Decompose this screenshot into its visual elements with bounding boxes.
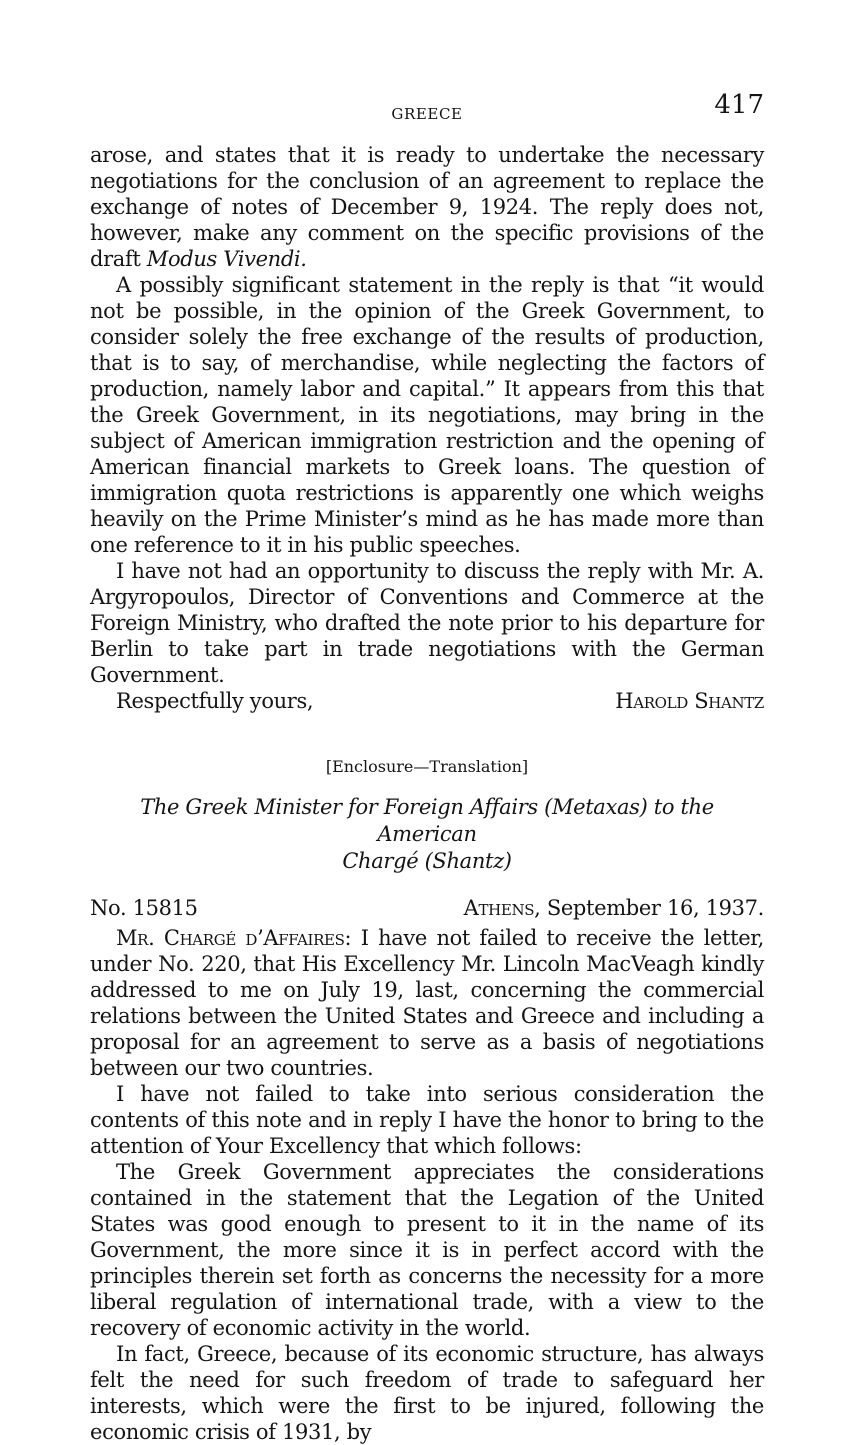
letter-closing bbox=[90, 688, 764, 714]
dateline bbox=[90, 895, 764, 921]
running-head-title: GREECE bbox=[391, 105, 463, 123]
document-heading-line: The Greek Minister for Foreign Affairs (Metaxas) to the American bbox=[140, 795, 714, 846]
document-number: No. 15815 bbox=[90, 896, 198, 920]
place-date bbox=[464, 895, 764, 921]
date: , September 16, 1937. bbox=[534, 896, 764, 920]
body-paragraph: Mr. Chargé d’Affaires: I have not failed to receive the letter, under No. 220, that His Excellency Mr. Lincoln MacVeagh kindly addressed to me on July 19, last, concerning the commercial relations between the United States and Greece and including a proposal for an agreement to serve as a basis of negotiations between our two countries. bbox=[90, 926, 764, 1080]
body-paragraph: In fact, Greece, because of its economic structure, has always felt the need for such freedom of trade to safeguard her interests, which were the first to be injured, following the economic crisis of 1931, by bbox=[90, 1342, 764, 1444]
body-paragraph: The Greek Government appreciates the considerations contained in the statement that the Legation of the United States was good enough to present to it in the name of its Government, the more since it is in perfect accord with the principles therein set forth as concerns the necessity for a more liberal regulation of international trade, with a view to the recovery of economic activity in the world. bbox=[90, 1160, 764, 1340]
signature: Harold Shantz bbox=[615, 689, 764, 713]
body-paragraph: A possibly significant statement in the reply is that “it would not be possible, in the opinion of the Greek Government, to consider solely the free exchange of the results of production, that is to say, of merchandise, while neglecting the factors of production, namely labor and capital.” It appears from this that the Greek Government, in its negotiations, may bring in the subject of American immigration restriction and the opening of American financial markets to Greek loans. The question of immigration quota restrictions is apparently one which weighs heavily on the Prime Minister’s mind as he has made more than one reference to it in his public speeches. bbox=[90, 273, 764, 557]
running-head bbox=[90, 92, 764, 124]
emphasis-modus-vivendi: Modus Vivendi. bbox=[146, 247, 307, 271]
salutation: Respectfully yours, bbox=[116, 689, 314, 713]
document-heading bbox=[90, 794, 764, 875]
body-paragraph: arose, and states that it is ready to undertake the necessary negotiations for the conclusion of an agreement to replace the exchange of notes of December 9, 1924. The reply does not, however, make any comment on the specific provisions of the draft Modus Vivendi. bbox=[90, 143, 764, 271]
place: Athens bbox=[463, 896, 535, 920]
page-number: 417 bbox=[714, 90, 764, 120]
document-heading-line: Chargé (Shantz) bbox=[342, 849, 512, 873]
body-paragraph: I have not had an opportunity to discuss the reply with Mr. A. Argyropoulos, Director of Conventions and Commerce at the Foreign Ministry, who drafted the note prior to his departure for Berlin to take part in trade negotiations with the German Government. bbox=[90, 559, 764, 687]
enclosure-label: [Enclosure—Translation] bbox=[325, 757, 529, 776]
addressee: Mr. Chargé d’Affaires bbox=[116, 926, 345, 950]
body-paragraph: I have not failed to take into serious consideration the contents of this note and in reply I have the honor to bring to the attention of Your Excellency that which follows: bbox=[90, 1082, 764, 1158]
document-page bbox=[90, 92, 764, 1445]
